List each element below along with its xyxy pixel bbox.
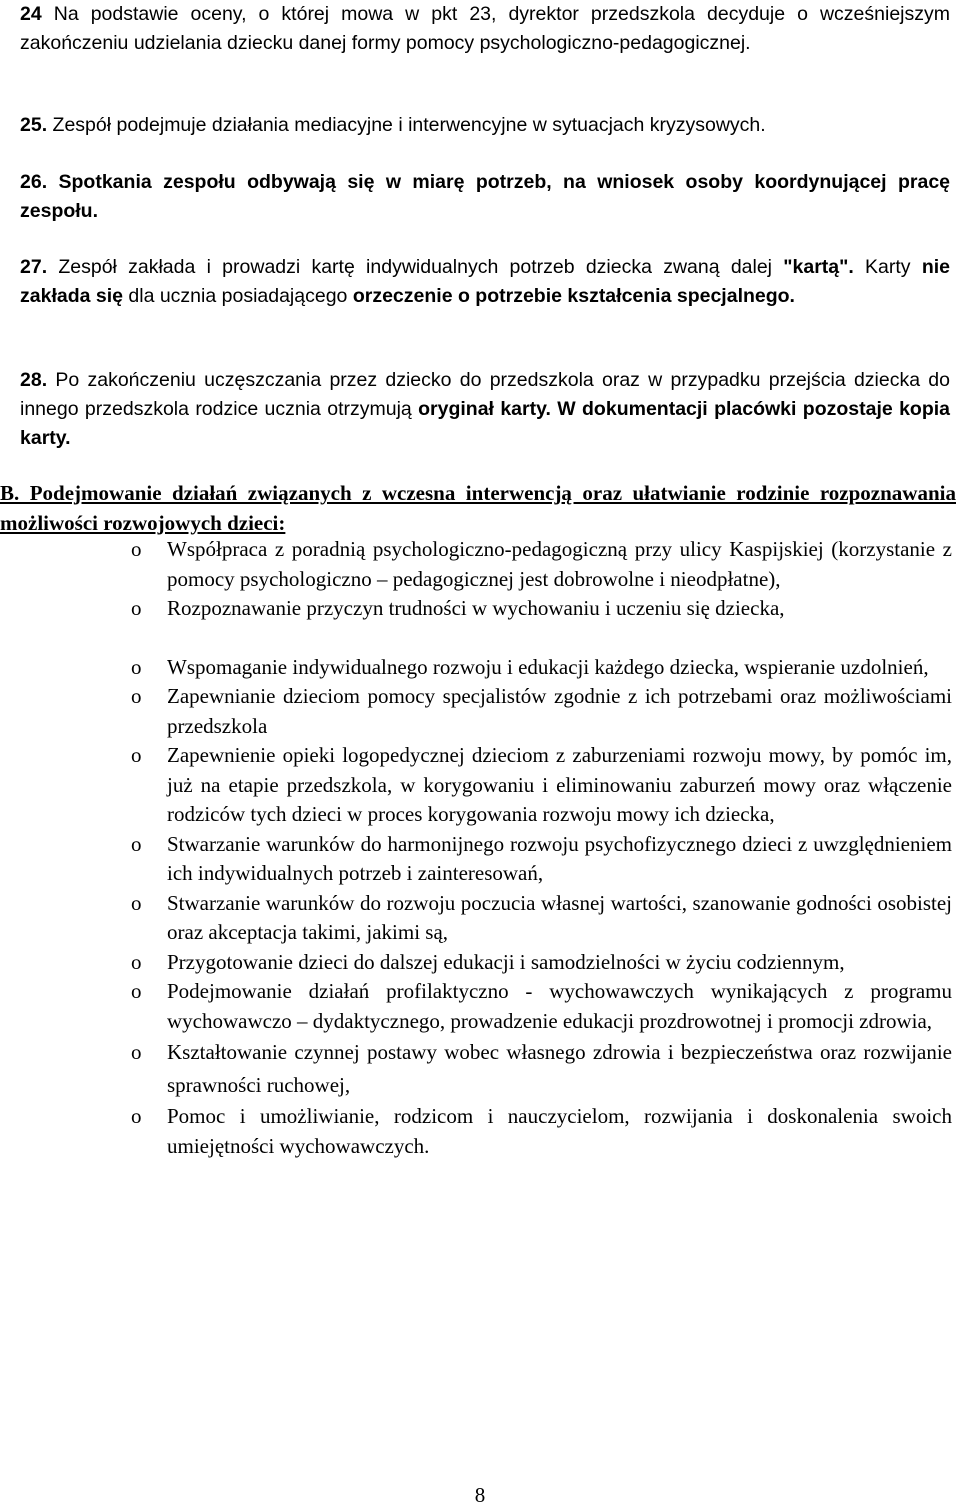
list-item — [0, 977, 960, 1036]
list-item — [0, 594, 960, 624]
paragraph-text: Zespół podejmuje działania mediacyjne i interwencyjne w sytuacjach kryzysowych. — [52, 114, 766, 136]
list-item — [0, 830, 960, 889]
list-item — [0, 682, 960, 741]
list-item-text: Wspomaganie indywidualnego rozwoju i edukacji każdego dziecka, wspieranie uzdolnień, — [167, 654, 929, 679]
paragraph-27 — [20, 253, 950, 311]
paragraph-number: 26. — [20, 171, 48, 193]
paragraph-bold-text: "kartą". — [783, 256, 854, 278]
paragraph-text: Karty — [853, 256, 922, 278]
paragraph-28 — [20, 366, 950, 453]
list-item-text: Zapewnienie opieki logopedycznej dzieciom z zaburzeniami rozwoju mowy, by pomóc im, już na etapie przedszkola, w korygowaniu i eliminowaniu zaburzeń mowy oraz włączenie rodziców tych dzieci w proces korygowania rozwoju mowy ich dziecka, — [167, 743, 952, 826]
paragraph-text: Zespół zakłada i prowadzi kartę indywidualnych potrzeb dziecka zwaną dalej — [58, 256, 784, 278]
list-item — [0, 535, 960, 594]
list-item-text: Podejmowanie działań profilaktyczno - wychowawczych wynikających z programu wychowawczo – dydaktycznego, prowadzenie edukacji prozdrowotnej i promocji zdrowia, — [167, 979, 952, 1033]
list-item-text: Współpraca z poradnią psychologiczno-pedagogiczną przy ulicy Kaspijskiej (korzystanie z pomocy psychologiczno – pedagogicznej jest dobrowolne i nieodpłatne), — [167, 537, 952, 591]
paragraph-text: Na podstawie oceny, o której mowa w pkt 23, dyrektor przedszkola decyduje o wcześniejszym zakończeniu udzielania dziecku danej formy pomocy psychologiczno-pedagogicznej. — [20, 3, 950, 54]
bullet-icon: o — [131, 596, 142, 620]
paragraph-text: dla ucznia posiadającego — [122, 285, 353, 307]
list-item-text: Kształtowanie czynnej postawy wobec własnego zdrowia i bezpieczeństwa oraz rozwijanie sprawności ruchowej, — [167, 1040, 952, 1097]
bullet-icon: o — [131, 1104, 142, 1128]
bullet-icon: o — [131, 1040, 142, 1064]
paragraph-bold-text: nie zakłada się — [20, 256, 950, 307]
bullet-icon: o — [131, 831, 142, 856]
paragraph-text: Spotkania zespołu odbywają się w miarę potrzeb, na wniosek osoby koordynującej pracę zespołu. — [20, 171, 951, 222]
paragraph-26 — [20, 168, 950, 226]
list-item-text: Stwarzanie warunków do harmonijnego rozwoju psychofizycznego dzieci z uwzględnieniem ich indywidualnych potrzeb i zainteresowań, — [167, 831, 952, 885]
list-item-text: Pomoc i umożliwianie, rodzicom i nauczycielom, rozwijania i doskonalenia swoich umiejętności wychowawczych. — [167, 1104, 952, 1158]
paragraph-bold-text: oryginał karty. W dokumentacji placówki pozostaje kopia karty. — [20, 398, 950, 449]
list-item-text: Stwarzanie warunków do rozwoju poczucia własnej wartości, szanowanie godności osobistej oraz akceptacja takimi, jakimi są, — [167, 890, 952, 944]
paragraph-number: 25. — [20, 114, 48, 136]
page-number: 8 — [474, 1483, 486, 1507]
bullet-icon: o — [131, 654, 142, 679]
bullet-icon: o — [131, 537, 142, 561]
list-item — [0, 948, 960, 978]
paragraph-number: 27. — [20, 256, 48, 278]
paragraph-bold-text: orzeczenie o potrzebie kształcenia specjalnego. — [352, 285, 795, 307]
list-item-text: Przygotowanie dzieci do dalszej edukacji i samodzielności w życiu codziennym, — [167, 949, 845, 974]
bullet-icon: o — [131, 684, 142, 708]
bullet-icon: o — [131, 979, 142, 1003]
paragraph-24 — [20, 0, 950, 58]
paragraph-text: Po zakończeniu uczęszczania przez dziecko do przedszkola oraz w przypadku przejścia dziecka do innego przedszkola rodzice ucznia otrzymują — [20, 369, 950, 420]
section-b-heading: B. Podejmowanie działań związanych z wczesna interwencją oraz ułatwianie rodzinie rozpoznawania możliwości rozwojowych dzieci: — [0, 481, 956, 535]
paragraph-number: 24 — [20, 3, 42, 25]
list-item — [0, 741, 960, 830]
list-item-text: Zapewnianie dzieciom pomocy specjalistów zgodnie z ich potrzebami oraz możliwościami przedszkola — [167, 684, 952, 738]
bullet-icon: o — [131, 890, 142, 915]
list-item — [0, 1036, 960, 1102]
bullet-icon: o — [131, 743, 142, 767]
list-item — [0, 653, 960, 683]
list-item — [0, 889, 960, 948]
list-item — [0, 1102, 960, 1161]
section-b-list — [0, 535, 960, 1161]
list-item-text: Rozpoznawanie przyczyn trudności w wychowaniu i uczeniu się dziecka, — [167, 596, 785, 620]
paragraph-number: 28. — [20, 369, 48, 391]
bullet-icon: o — [131, 949, 142, 974]
paragraph-25 — [20, 111, 950, 140]
